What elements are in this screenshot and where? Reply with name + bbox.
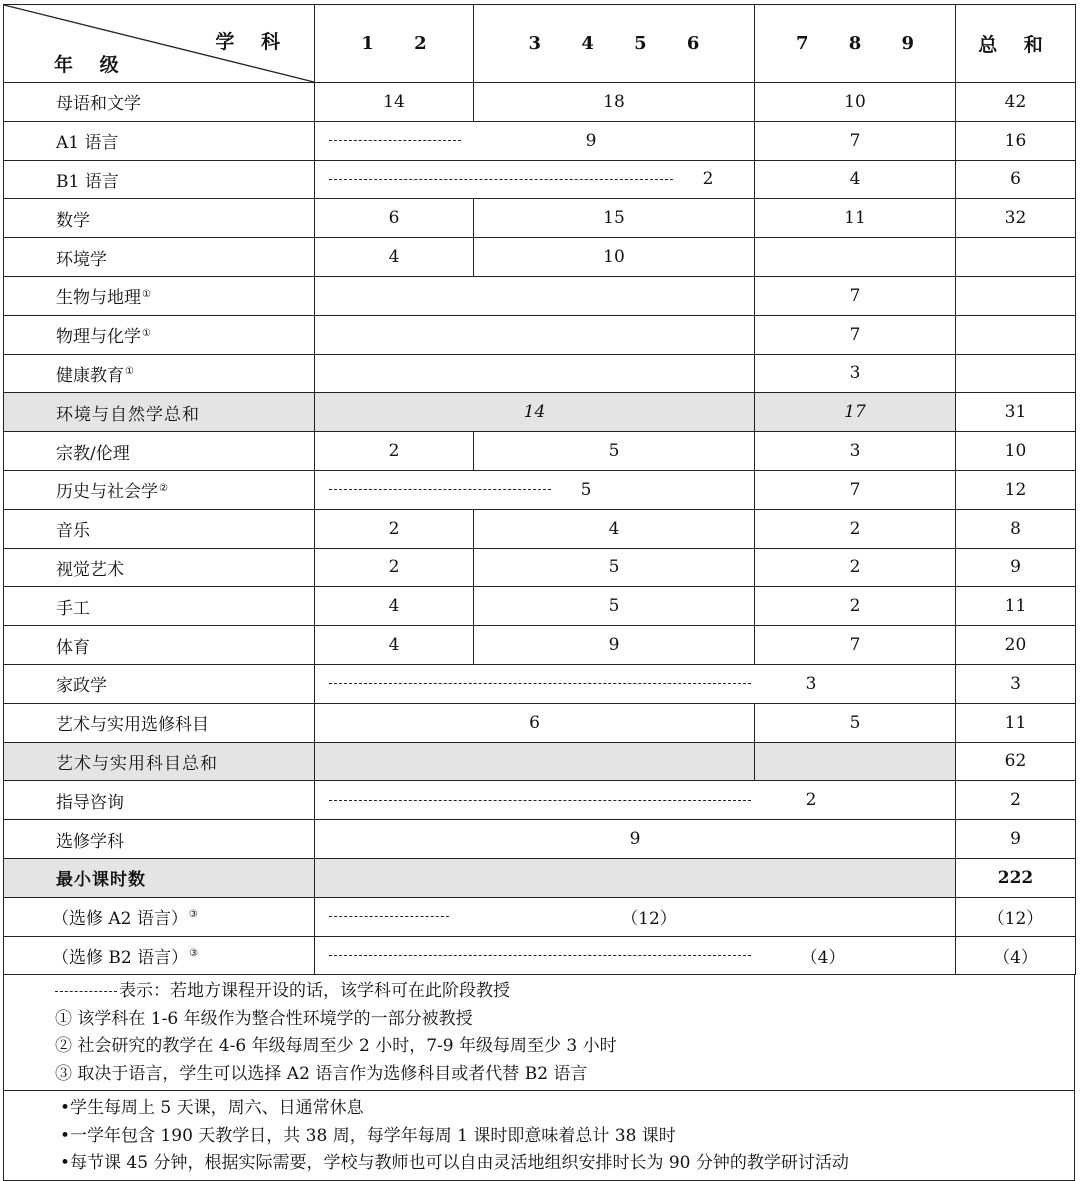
optional-dash-line [329,683,751,684]
table-row [4,509,1076,548]
total-cell [956,238,1076,277]
subtotal-row [4,742,1076,781]
subject-cell: B1 语言 [4,160,315,199]
total-cell [956,354,1076,393]
total-cell: 2 [956,781,1076,820]
value-cell: 3 [315,664,956,703]
minimum-hours-row [4,858,1076,897]
value-cell: 7 [755,276,956,315]
table-row [4,664,1076,703]
total-cell: 3 [956,664,1076,703]
value-cell: 2 [755,509,956,548]
value-cell [315,315,755,354]
table-row [4,83,1076,122]
info-line: •学生每周上 5 天课，周六、日通常休息 [60,1098,364,1119]
value-cell: 7 [755,315,956,354]
notes-table [3,974,1075,1181]
total-cell: 32 [956,199,1076,238]
value-cell [755,238,956,277]
info-block [4,1091,1075,1181]
table-row [4,820,1076,859]
value-cell: 14 [315,83,474,122]
total-cell: 9 [956,548,1076,587]
subject-cell: 母语和文学 [4,83,315,122]
subject-cell: 家政学 [4,664,315,703]
footnote-2: ② 社会研究的教学在 4-6 年级每周至少 2 小时，7-9 年级每周至少 3 小时 [55,1036,617,1057]
value-cell [315,742,755,781]
header-row [4,5,1076,83]
total-cell: 31 [956,393,1076,432]
value-cell [755,742,956,781]
table-row [4,470,1076,509]
subject-label: 学 科 [215,31,290,53]
optional-dash-line [329,179,673,180]
grade-header-7-9: 7 8 9 [755,5,956,83]
value-cell: （4） [315,936,956,975]
subject-cell: 体育 [4,626,315,665]
table-row [4,121,1076,160]
value-cell [315,276,755,315]
footnote-marker: ① [142,327,151,339]
curriculum-table [3,4,1076,975]
value-cell: 2 [315,548,474,587]
table-row [4,936,1076,975]
total-cell: 11 [956,703,1076,742]
footnote-marker: ① [142,288,151,300]
total-cell [956,276,1076,315]
value-cell: 11 [755,199,956,238]
subject-cell: 环境学 [4,238,315,277]
total-header: 总 和 [956,5,1076,83]
total-cell: 42 [956,83,1076,122]
optional-dash-line [329,140,461,141]
subject-cell: 指导咨询 [4,781,315,820]
value-cell: 10 [755,83,956,122]
subject-cell: 艺术与实用科目总和 [4,742,315,781]
value-cell: 5 [755,703,956,742]
value-cell: 5 [474,548,755,587]
value-cell: 18 [474,83,755,122]
subject-cell: 视觉艺术 [4,548,315,587]
optional-dash-line [329,955,751,956]
value-cell: 4 [315,626,474,665]
footnote-3: ③ 取决于语言，学生可以选择 A2 语言作为选修科目或者代替 B2 语言 [55,1063,588,1084]
value-cell: 15 [474,199,755,238]
value-cell: 7 [755,470,956,509]
value-cell: 6 [315,703,755,742]
value-cell: 9 [315,121,755,160]
total-cell: （12） [956,897,1076,936]
table-row [4,238,1076,277]
total-cell: 11 [956,587,1076,626]
value-cell [315,858,956,897]
info-line: •一学年包含 190 天教学日，共 38 周，每学年每周 1 课时即意味着总计 38 课时 [60,1125,676,1146]
dash-legend-sample [55,991,117,992]
subject-cell: 物理与化学① [4,315,315,354]
subject-cell: 选修学科 [4,820,315,859]
total-cell: 20 [956,626,1076,665]
footnote-marker: ③ [189,948,199,960]
grade-header-1-2: 1 2 [315,5,474,83]
footnote-marker: ③ [188,909,198,921]
total-cell: 16 [956,121,1076,160]
table-row [4,897,1076,936]
total-cell [956,315,1076,354]
subject-cell: 艺术与实用选修科目 [4,703,315,742]
footnote-marker: ① [125,366,134,378]
subject-cell: 健康教育① [4,354,315,393]
value-cell: 17 [755,393,956,432]
value-cell: 10 [474,238,755,277]
total-cell: 62 [956,742,1076,781]
value-cell: 7 [755,626,956,665]
footnote-marker: ② [159,482,168,494]
grade-header-3-6: 3 4 5 6 [474,5,755,83]
optional-dash-line [329,489,551,490]
total-cell: 6 [956,160,1076,199]
table-row [4,315,1076,354]
value-cell: 5 [315,470,755,509]
table-row [4,276,1076,315]
table-row [4,587,1076,626]
table-row [4,548,1076,587]
value-cell: 4 [755,160,956,199]
curriculum-document [3,4,1075,1181]
grade-label: 年 级 [54,54,129,76]
subject-cell: 音乐 [4,509,315,548]
value-cell: 5 [474,432,755,471]
optional-dash-line [329,800,751,801]
value-cell: 2 [315,509,474,548]
total-cell: 10 [956,432,1076,471]
subtotal-row [4,393,1076,432]
value-cell: 2 [755,587,956,626]
table-row [4,432,1076,471]
subject-cell: A1 语言 [4,121,315,160]
value-cell: 4 [474,509,755,548]
info-line: •每节课 45 分钟，根据实际需要，学校与教师也可以自由灵活地组织安排时长为 90 分钟的教学研讨活动 [60,1153,849,1174]
value-cell: 14 [315,393,755,432]
value-cell: 2 [315,781,956,820]
value-cell: 4 [315,238,474,277]
value-cell: （12） [315,897,956,936]
subject-cell: （选修 A2 语言）③ [4,897,315,936]
total-cell: 12 [956,470,1076,509]
value-cell: 4 [315,587,474,626]
footnote-1: ① 该学科在 1-6 年级作为整合性环境学的一部分被教授 [55,1008,473,1029]
total-cell: 8 [956,509,1076,548]
value-cell [315,354,755,393]
table-row [4,703,1076,742]
subject-cell: 手工 [4,587,315,626]
value-cell: 7 [755,121,956,160]
optional-dash-line [329,916,449,917]
dash-legend: 表示：若地方课程开设的话，该学科可在此阶段教授 [55,978,1074,1006]
value-cell: 9 [474,626,755,665]
table-row [4,354,1076,393]
table-row [4,160,1076,199]
table-row [4,781,1076,820]
value-cell: 5 [474,587,755,626]
corner-cell [4,5,315,83]
value-cell: 6 [315,199,474,238]
legend-block [4,974,1075,1091]
subject-cell: 数学 [4,199,315,238]
total-cell: （4） [956,936,1076,975]
value-cell: 3 [755,432,956,471]
subject-cell: （选修 B2 语言）③ [4,936,315,975]
subject-cell: 生物与地理① [4,276,315,315]
table-row [4,199,1076,238]
subject-cell: 历史与社会学② [4,470,315,509]
total-cell: 9 [956,820,1076,859]
value-cell: 9 [315,820,956,859]
value-cell: 2 [755,548,956,587]
total-cell: 222 [956,858,1076,897]
value-cell: 2 [315,160,755,199]
table-row [4,626,1076,665]
value-cell: 2 [315,432,474,471]
subject-cell: 最小课时数 [4,858,315,897]
subject-cell: 宗教/伦理 [4,432,315,471]
value-cell: 3 [755,354,956,393]
subject-cell: 环境与自然学总和 [4,393,315,432]
